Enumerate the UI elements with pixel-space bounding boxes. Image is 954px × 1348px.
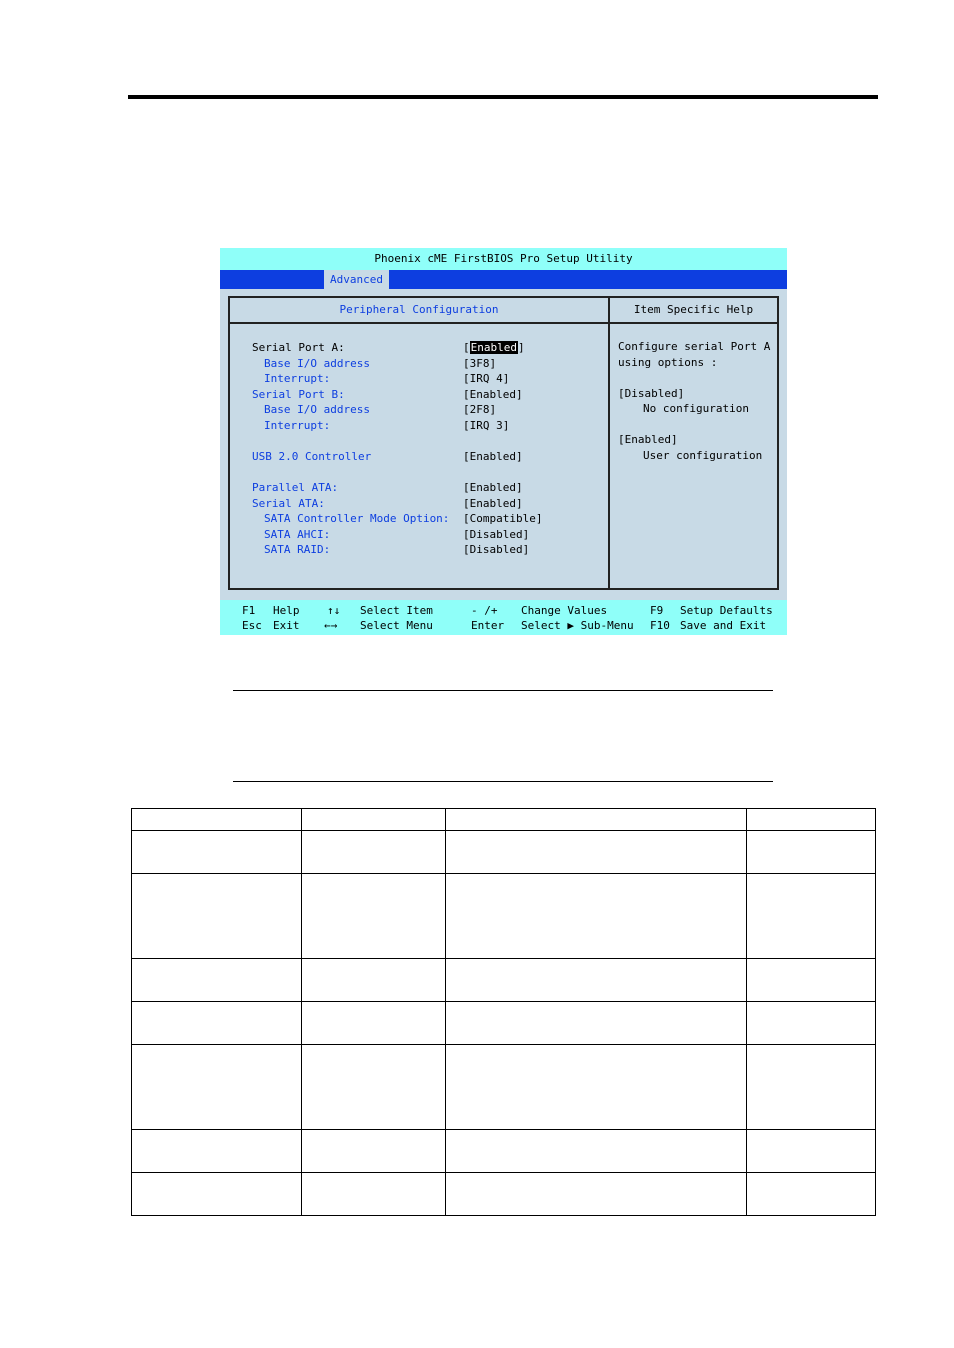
table-cell bbox=[445, 1130, 747, 1173]
setting-row-interrupt-a[interactable] bbox=[230, 371, 610, 386]
table-row bbox=[132, 831, 876, 874]
key-help-footer bbox=[220, 600, 787, 635]
help-option-desc: User configuration bbox=[643, 449, 763, 462]
setting-value[interactable]: [2F8] bbox=[463, 403, 497, 416]
select-item-label: Select Item bbox=[360, 604, 433, 617]
setting-value[interactable]: [IRQ 4] bbox=[463, 372, 510, 385]
table-cell bbox=[301, 1002, 445, 1045]
setting-value[interactable]: [Enabled] bbox=[463, 450, 523, 463]
setting-label: SATA AHCI: bbox=[264, 528, 331, 541]
up-down-arrows-icon: ↑↓ bbox=[327, 604, 341, 617]
table-cell bbox=[301, 831, 445, 874]
table-cell bbox=[445, 831, 747, 874]
table-cell bbox=[445, 959, 747, 1002]
table-row bbox=[132, 1173, 876, 1216]
setting-row-base-io-a[interactable] bbox=[230, 356, 610, 371]
table-cell bbox=[747, 874, 876, 959]
setting-label: Parallel ATA: bbox=[252, 481, 339, 494]
table-cell bbox=[301, 1173, 445, 1216]
table-cell bbox=[747, 1002, 876, 1045]
setting-label: Base I/O address bbox=[264, 357, 370, 370]
setting-value[interactable]: [Disabled] bbox=[463, 528, 530, 541]
setting-value[interactable]: [Enabled] bbox=[463, 481, 523, 494]
table-cell bbox=[132, 1002, 302, 1045]
table-cell bbox=[301, 874, 445, 959]
tab-advanced[interactable]: Advanced bbox=[324, 270, 389, 289]
change-values-label: Change Values bbox=[521, 604, 608, 617]
table-cell bbox=[445, 1002, 747, 1045]
help-option: [Enabled] bbox=[618, 433, 678, 446]
setting-label: Interrupt: bbox=[264, 372, 331, 385]
table-cell bbox=[301, 959, 445, 1002]
bios-setup-screen bbox=[220, 248, 787, 635]
table-cell bbox=[132, 831, 302, 874]
table-header-row bbox=[132, 809, 876, 831]
setting-row-sata-ahci[interactable] bbox=[230, 527, 610, 542]
table-cell bbox=[747, 1045, 876, 1130]
bios-title: Phoenix cME FirstBIOS Pro Setup Utility bbox=[220, 248, 787, 270]
setting-value[interactable]: [Disabled] bbox=[463, 543, 530, 556]
table-cell bbox=[301, 1045, 445, 1130]
table-row bbox=[132, 1130, 876, 1173]
table-row bbox=[132, 1045, 876, 1130]
table-cell bbox=[445, 1173, 747, 1216]
help-text: Configure serial Port A bbox=[618, 340, 771, 353]
table-cell bbox=[747, 959, 876, 1002]
help-title: Item Specific Help bbox=[610, 298, 777, 324]
setting-row-interrupt-b[interactable] bbox=[230, 418, 610, 433]
enter-key: Enter bbox=[471, 619, 505, 632]
setting-label: Serial Port B: bbox=[252, 388, 345, 401]
minus-plus-keys: - /+ bbox=[471, 604, 498, 617]
note-bottom-rule bbox=[233, 781, 773, 782]
setting-row-sata-raid[interactable] bbox=[230, 542, 610, 557]
help-text: using options : bbox=[618, 356, 718, 369]
setting-label: Interrupt: bbox=[264, 419, 331, 432]
setting-row-serial-port-b[interactable] bbox=[230, 387, 610, 402]
table-cell bbox=[747, 831, 876, 874]
table-row bbox=[132, 959, 876, 1002]
table-cell bbox=[301, 809, 445, 831]
table-cell bbox=[132, 959, 302, 1002]
table-cell bbox=[747, 1173, 876, 1216]
note-top-rule bbox=[233, 690, 773, 691]
selected-value[interactable]: Enabled bbox=[470, 341, 517, 354]
f1-key: F1 bbox=[242, 604, 256, 617]
setting-value[interactable]: [IRQ 3] bbox=[463, 419, 510, 432]
setting-label: USB 2.0 Controller bbox=[252, 450, 372, 463]
f10-key: F10 bbox=[650, 619, 670, 632]
select-menu-label: Select Menu bbox=[360, 619, 433, 632]
table-cell bbox=[445, 1045, 747, 1130]
setting-label: Serial Port A: bbox=[252, 341, 345, 354]
left-right-arrows-icon: ←→ bbox=[324, 619, 338, 632]
setting-value[interactable]: [Enabled] bbox=[463, 388, 523, 401]
table-cell bbox=[747, 809, 876, 831]
setting-row-base-io-b[interactable] bbox=[230, 402, 610, 417]
setup-defaults-label: Setup Defaults bbox=[680, 604, 773, 617]
setting-row-parallel-ata[interactable] bbox=[230, 480, 610, 495]
table-cell bbox=[132, 874, 302, 959]
setting-label: SATA RAID: bbox=[264, 543, 331, 556]
peripheral-configuration-panel bbox=[228, 296, 610, 590]
setting-label: SATA Controller Mode Option: bbox=[264, 512, 450, 525]
top-rule bbox=[128, 95, 878, 99]
setting-row-serial-port-a[interactable] bbox=[230, 340, 610, 355]
help-key-label: Help bbox=[273, 604, 300, 617]
panel-title: Peripheral Configuration bbox=[230, 298, 608, 324]
setting-value[interactable]: [Compatible] bbox=[463, 512, 543, 525]
table-cell bbox=[445, 874, 747, 959]
table-row bbox=[132, 874, 876, 959]
setting-row-sata-mode[interactable] bbox=[230, 511, 610, 526]
table-row bbox=[132, 1002, 876, 1045]
f9-key: F9 bbox=[650, 604, 664, 617]
table-cell bbox=[132, 1130, 302, 1173]
setting-label: Base I/O address bbox=[264, 403, 370, 416]
esc-key: Esc bbox=[242, 619, 262, 632]
save-exit-label: Save and Exit bbox=[680, 619, 767, 632]
setting-row-serial-ata[interactable] bbox=[230, 496, 610, 511]
exit-key-label: Exit bbox=[273, 619, 300, 632]
table-cell bbox=[132, 1173, 302, 1216]
table-cell bbox=[132, 809, 302, 831]
table-cell bbox=[132, 1045, 302, 1130]
setting-value[interactable]: [Enabled] bbox=[463, 341, 525, 354]
help-option: [Disabled] bbox=[618, 387, 685, 400]
setting-value[interactable]: [3F8] bbox=[463, 357, 497, 370]
table-cell bbox=[747, 1130, 876, 1173]
setting-value[interactable]: [Enabled] bbox=[463, 497, 523, 510]
setting-label: Serial ATA: bbox=[252, 497, 325, 510]
table-cell bbox=[445, 809, 747, 831]
table-cell bbox=[301, 1130, 445, 1173]
bios-menubar bbox=[220, 270, 787, 289]
select-submenu-label: Select ▶ Sub-Menu bbox=[521, 619, 634, 632]
help-option-desc: No configuration bbox=[643, 402, 749, 415]
item-specific-help-panel bbox=[610, 296, 779, 590]
setting-row-usb-controller[interactable] bbox=[230, 449, 610, 464]
settings-table bbox=[131, 808, 876, 1216]
